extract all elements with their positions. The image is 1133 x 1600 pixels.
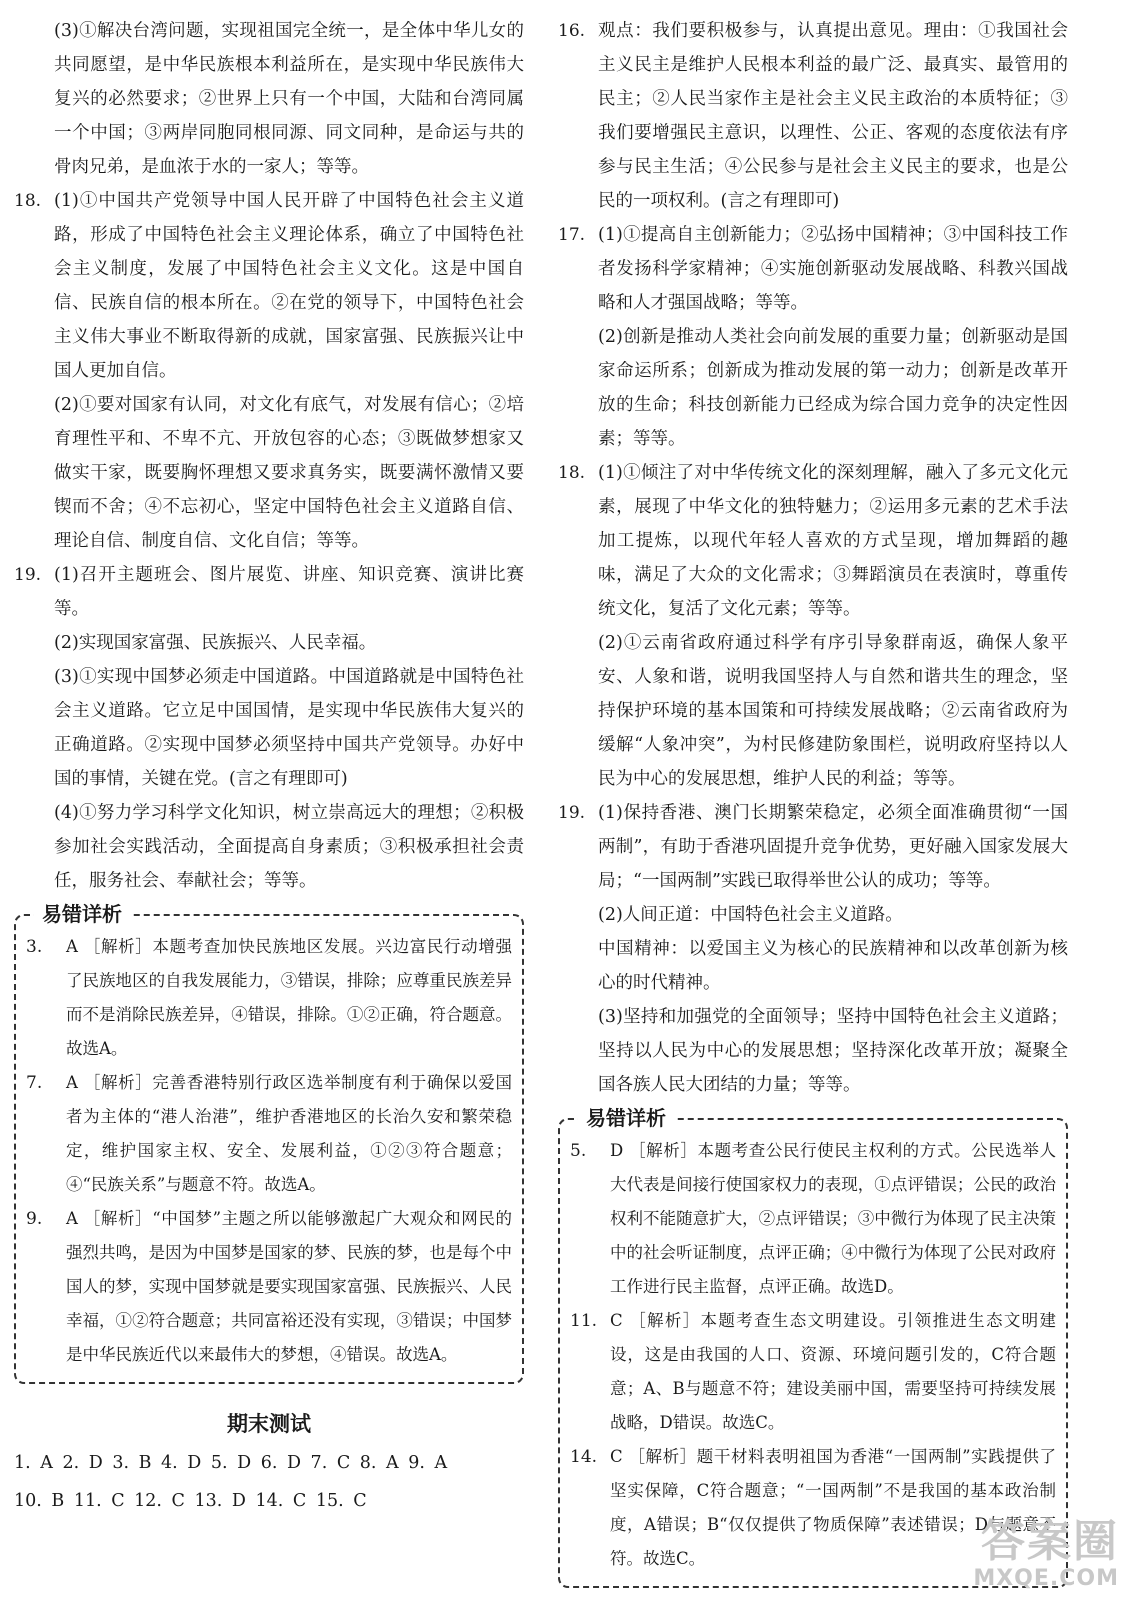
- answer-paragraph: (2)创新是推动人类社会向前发展的重要力量；创新驱动是国家命运所系；创新成为推动发展的第一动力；创新是改革开放的生命；科技创新能力已经成为综合国力竞争的决定性因素；等等。: [598, 327, 1068, 449]
- item-number: 16.: [558, 21, 586, 41]
- item-number: 9.: [26, 1209, 43, 1229]
- answer-paragraph: (1)①中国共产党领导中国人民开辟了中国特色社会主义道路，形成了中国特色社会主义理论体系，确立了中国特色社会主义制度，发展了中国特色社会主义文化。这是中国自信、民族自信的根本所在。②在党的领导下，中国特色社会主义伟大事业不断取得新的成就，国家富强、民族振兴让中国人更加自信。: [54, 191, 524, 381]
- item-number: 11.: [570, 1311, 598, 1331]
- answer-paragraph: (1)①倾注了对中华传统文化的深刻理解，融入了多元文化元素，展现了中华文化的独特魅力；②运用多元素的艺术手法加工提炼，以现代年轻人喜欢的方式呈现，增加舞蹈的趣味，满足了大众的文化需求；③舞蹈演员在表演时，尊重传统文化，复活了文化元素；等等。: [598, 463, 1068, 619]
- watermark-logo: 答案圈: [981, 1516, 1119, 1567]
- answer-paragraph: (2)①要对国家有认同，对文化有底气，对发展有信心；②培育理性平和、不卑不亢、开放包容的心态；③既做梦想家又做实干家，既要胸怀理想又要求真务实，既要满怀激情又要锲而不舍；④不忘初心，坚定中国特色社会主义道路自信、理论自信、制度自信、文化自信；等等。: [54, 395, 524, 551]
- item-number: 5.: [570, 1141, 587, 1161]
- final-test-answers-line1: 1. A 2. D 3. B 4. D 5. D 6. D 7. C 8. A 9. A: [14, 1453, 448, 1473]
- item-number: 18.: [558, 463, 586, 483]
- analysis-text: C ［解析］题干材料表明祖国为香港“一国两制”实践提供了坚实保障，C符合题意；“一国两制”不是我国的基本政治制度，A错误；B“仅仅提供了物质保障”表述错误；D与题意不符。故选C。: [610, 1447, 1056, 1568]
- item-number: 17.: [558, 225, 586, 245]
- analysis-text: D ［解析］本题考查公民行使民主权利的方式。公民选举人大代表是间接行使国家权力的表现，①点评错误；公民的政治权利不能随意扩大，②点评错误；③中微行为体现了民主决策中的社会听证制度，点评正确；④中微行为体现了公民对政府工作进行民主监督，点评正确。故选D。: [610, 1141, 1056, 1296]
- answer-paragraph: (3)①解决台湾问题，实现祖国完全统一，是全体中华儿女的共同愿望，是中华民族根本利益所在，是实现中华民族伟大复兴的必然要求；②世界上只有一个中国，大陆和台湾同属一个中国；③两岸同胞同根同源、同文同种，是命运与共的骨肉兄弟，是血浓于水的一家人；等等。: [54, 21, 524, 177]
- answer-item-19: [14, 558, 524, 898]
- left-column: [14, 14, 524, 1520]
- answer-paragraph: (1)保持香港、澳门长期繁荣稳定，必须全面准确贯彻“一国两制”，有助于香港巩固提升竞争优势，更好融入国家发展大局；“一国两制”实践已取得举世公认的成功；等等。: [598, 803, 1068, 891]
- answer-paragraph: (1)①提高自主创新能力；②弘扬中国精神；③中国科技工作者发扬科学家精神；④实施创新驱动发展战略、科教兴国战略和人才强国战略；等等。: [598, 225, 1068, 313]
- final-test-title: 期末测试: [227, 1411, 311, 1436]
- answer-paragraph: (3)坚持和加强党的全面领导；坚持中国特色社会主义道路；坚持以人民为中心的发展思想；坚持深化改革开放；凝聚全国各族人民大团结的力量；等等。: [598, 1007, 1068, 1095]
- answer-item-17-part3: [14, 14, 524, 184]
- item-number: 3.: [26, 937, 43, 957]
- box-title: 易错详析: [578, 1104, 674, 1132]
- watermark: [973, 1518, 1119, 1592]
- answer-item-18: [558, 456, 1068, 796]
- answer-item-18: [14, 184, 524, 558]
- answer-item-16: [558, 14, 1068, 218]
- analysis-text: A ［解析］“中国梦”主题之所以能够激起广大观众和网民的强烈共鸣，是因为中国梦是国家的梦、民族的梦，也是每个中国人的梦，实现中国梦就是要实现国家富强、民族振兴、人民幸福，①②符合题意；共同富裕还没有实现，③错误；中国梦是中华民族近代以来最伟大的梦想，④错误。故选A。: [66, 1209, 512, 1364]
- item-number: 18.: [14, 191, 42, 211]
- item-number: 19.: [558, 803, 586, 823]
- answer-paragraph: (2)人间正道：中国特色社会主义道路。: [598, 905, 903, 925]
- answer-paragraph: 观点：我们要积极参与，认真提出意见。理由：①我国社会主义民主是维护人民根本利益的最广泛、最真实、最管用的民主；②人民当家作主是社会主义民主政治的本质特征；③我们要增强民主意识，以理性、公正、客观的态度依法有序参与民主生活；④公民参与是社会主义民主的要求，也是公民的一项权利。(言之有理即可): [598, 21, 1068, 211]
- error-analysis-box: [14, 902, 524, 1384]
- answer-paragraph: (2)①云南省政府通过科学有序引导象群南返，确保人象平安、人象和谐，说明我国坚持人与自然和谐共生的理念，坚持保护环境的基本国策和可持续发展战略；②云南省政府为缓解“人象冲突”，为村民修建防象围栏，说明政府坚持以人民为中心的发展思想，维护人民的利益；等等。: [598, 633, 1068, 789]
- analysis-text: C ［解析］本题考查生态文明建设。引领推进生态文明建设，这是由我国的人口、资源、环境问题引发的，C符合题意；A、B与题意不符；建设美丽中国，需要坚持可持续发展战略，D错误。故选C。: [610, 1311, 1056, 1432]
- answer-paragraph: (1)召开主题班会、图片展览、讲座、知识竞赛、演讲比赛等。: [54, 565, 524, 619]
- answer-paragraph: (3)①实现中国梦必须走中国道路。中国道路就是中国特色社会主义道路。它立足中国国情，是实现中华民族伟大复兴的正确道路。②实现中国梦必须坚持中国共产党领导。办好中国的事情，关键在党。(言之有理即可): [54, 667, 524, 789]
- item-number: 19.: [14, 565, 42, 585]
- analysis-item: [570, 1134, 1056, 1304]
- analysis-item: [570, 1304, 1056, 1440]
- item-number: 7.: [26, 1073, 43, 1093]
- answer-paragraph: (4)①努力学习科学文化知识，树立崇高远大的理想；②积极参加社会实践活动，全面提高自身素质；③积极承担社会责任，服务社会、奉献社会；等等。: [54, 803, 524, 891]
- analysis-item: [26, 1202, 512, 1372]
- answer-paragraph: 中国精神：以爱国主义为核心的民族精神和以改革创新为核心的时代精神。: [598, 939, 1068, 993]
- item-number: 14.: [570, 1447, 598, 1467]
- watermark-url: MXQE.COM: [973, 1566, 1119, 1591]
- answer-item-19: [558, 796, 1068, 1102]
- right-column: [558, 14, 1068, 1588]
- answer-item-17: [558, 218, 1068, 456]
- answer-paragraph: (2)实现国家富强、民族振兴、人民幸福。: [54, 633, 377, 653]
- analysis-item: [26, 1066, 512, 1202]
- final-test-answers-line2: 10. B 11. C 12. C 13. D 14. C 15. C: [14, 1491, 367, 1511]
- analysis-text: A ［解析］本题考查加快民族地区发展。兴边富民行动增强了民族地区的自我发展能力，③错误，排除；应尊重民族差异而不是消除民族差异，④错误，排除。①②正确，符合题意。故选A。: [66, 937, 512, 1058]
- analysis-text: A ［解析］完善香港特别行政区选举制度有利于确保以爱国者为主体的“港人治港”，维护香港地区的长治久安和繁荣稳定，维护国家主权、安全、发展利益，①②③符合题意；④“民族关系”与题意不符。故选A。: [66, 1073, 512, 1194]
- analysis-item: [26, 930, 512, 1066]
- box-title: 易错详析: [34, 900, 130, 928]
